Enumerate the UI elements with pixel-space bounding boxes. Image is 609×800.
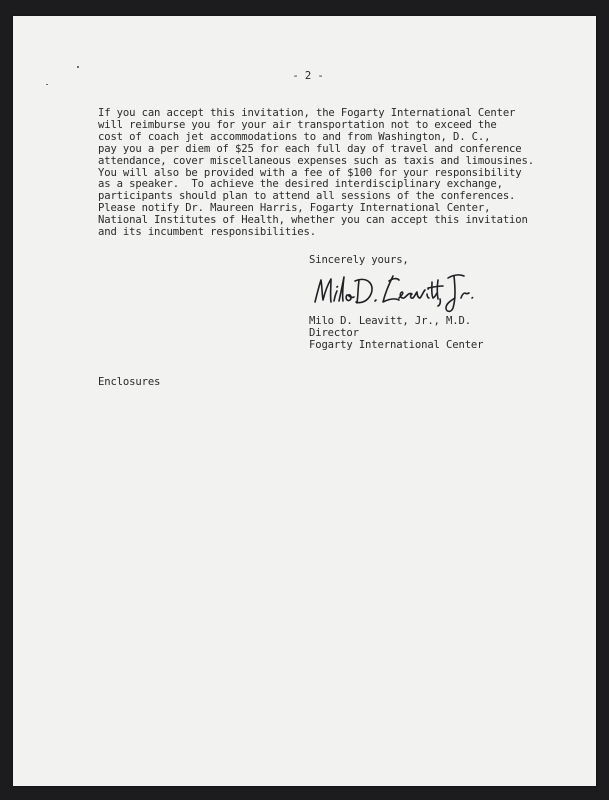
body-line: National Institutes of Health, whether you can accept this invitation: [98, 214, 528, 227]
enclosures-note: Enclosures: [98, 376, 161, 388]
body-line: Please notify Dr. Maureen Harris, Fogarty International Center,: [98, 202, 491, 215]
body-line: You will also be provided with a fee of $100 for your responsibility: [98, 166, 522, 179]
signer-organization: Fogarty International Center: [309, 338, 484, 351]
handwritten-signature: [309, 268, 479, 318]
signer-title: Director: [309, 326, 359, 339]
signature-drawing: [309, 268, 479, 318]
paper-speck: [77, 66, 79, 68]
body-line: and its incumbent responsibilities.: [98, 226, 316, 239]
body-line: will reimburse you for your air transportation not to exceed the: [98, 118, 497, 131]
signature-block: [309, 316, 483, 352]
body-line: participants should plan to attend all sessions of the conferences.: [98, 190, 516, 203]
body-line: If you can accept this invitation, the Fogarty International Center: [98, 107, 516, 119]
closing: Sincerely yours,: [309, 254, 409, 266]
body-line: attendance, cover miscellaneous expenses such as taxis and limousines.: [98, 154, 534, 167]
body-line: cost of coach jet accommodations to and from Washington, D. C.,: [98, 130, 491, 143]
body-line: pay you a per diem of $25 for each full day of travel and conference: [98, 142, 522, 155]
paper-speck: [46, 84, 48, 85]
signer-name: Milo D. Leavitt, Jr., M.D.: [309, 315, 471, 327]
letter-body: [98, 108, 538, 239]
page-number: - 2 -: [292, 70, 324, 82]
body-line: as a speaker. To achieve the desired interdisciplinary exchange,: [98, 178, 503, 191]
letter-page: [13, 16, 596, 786]
